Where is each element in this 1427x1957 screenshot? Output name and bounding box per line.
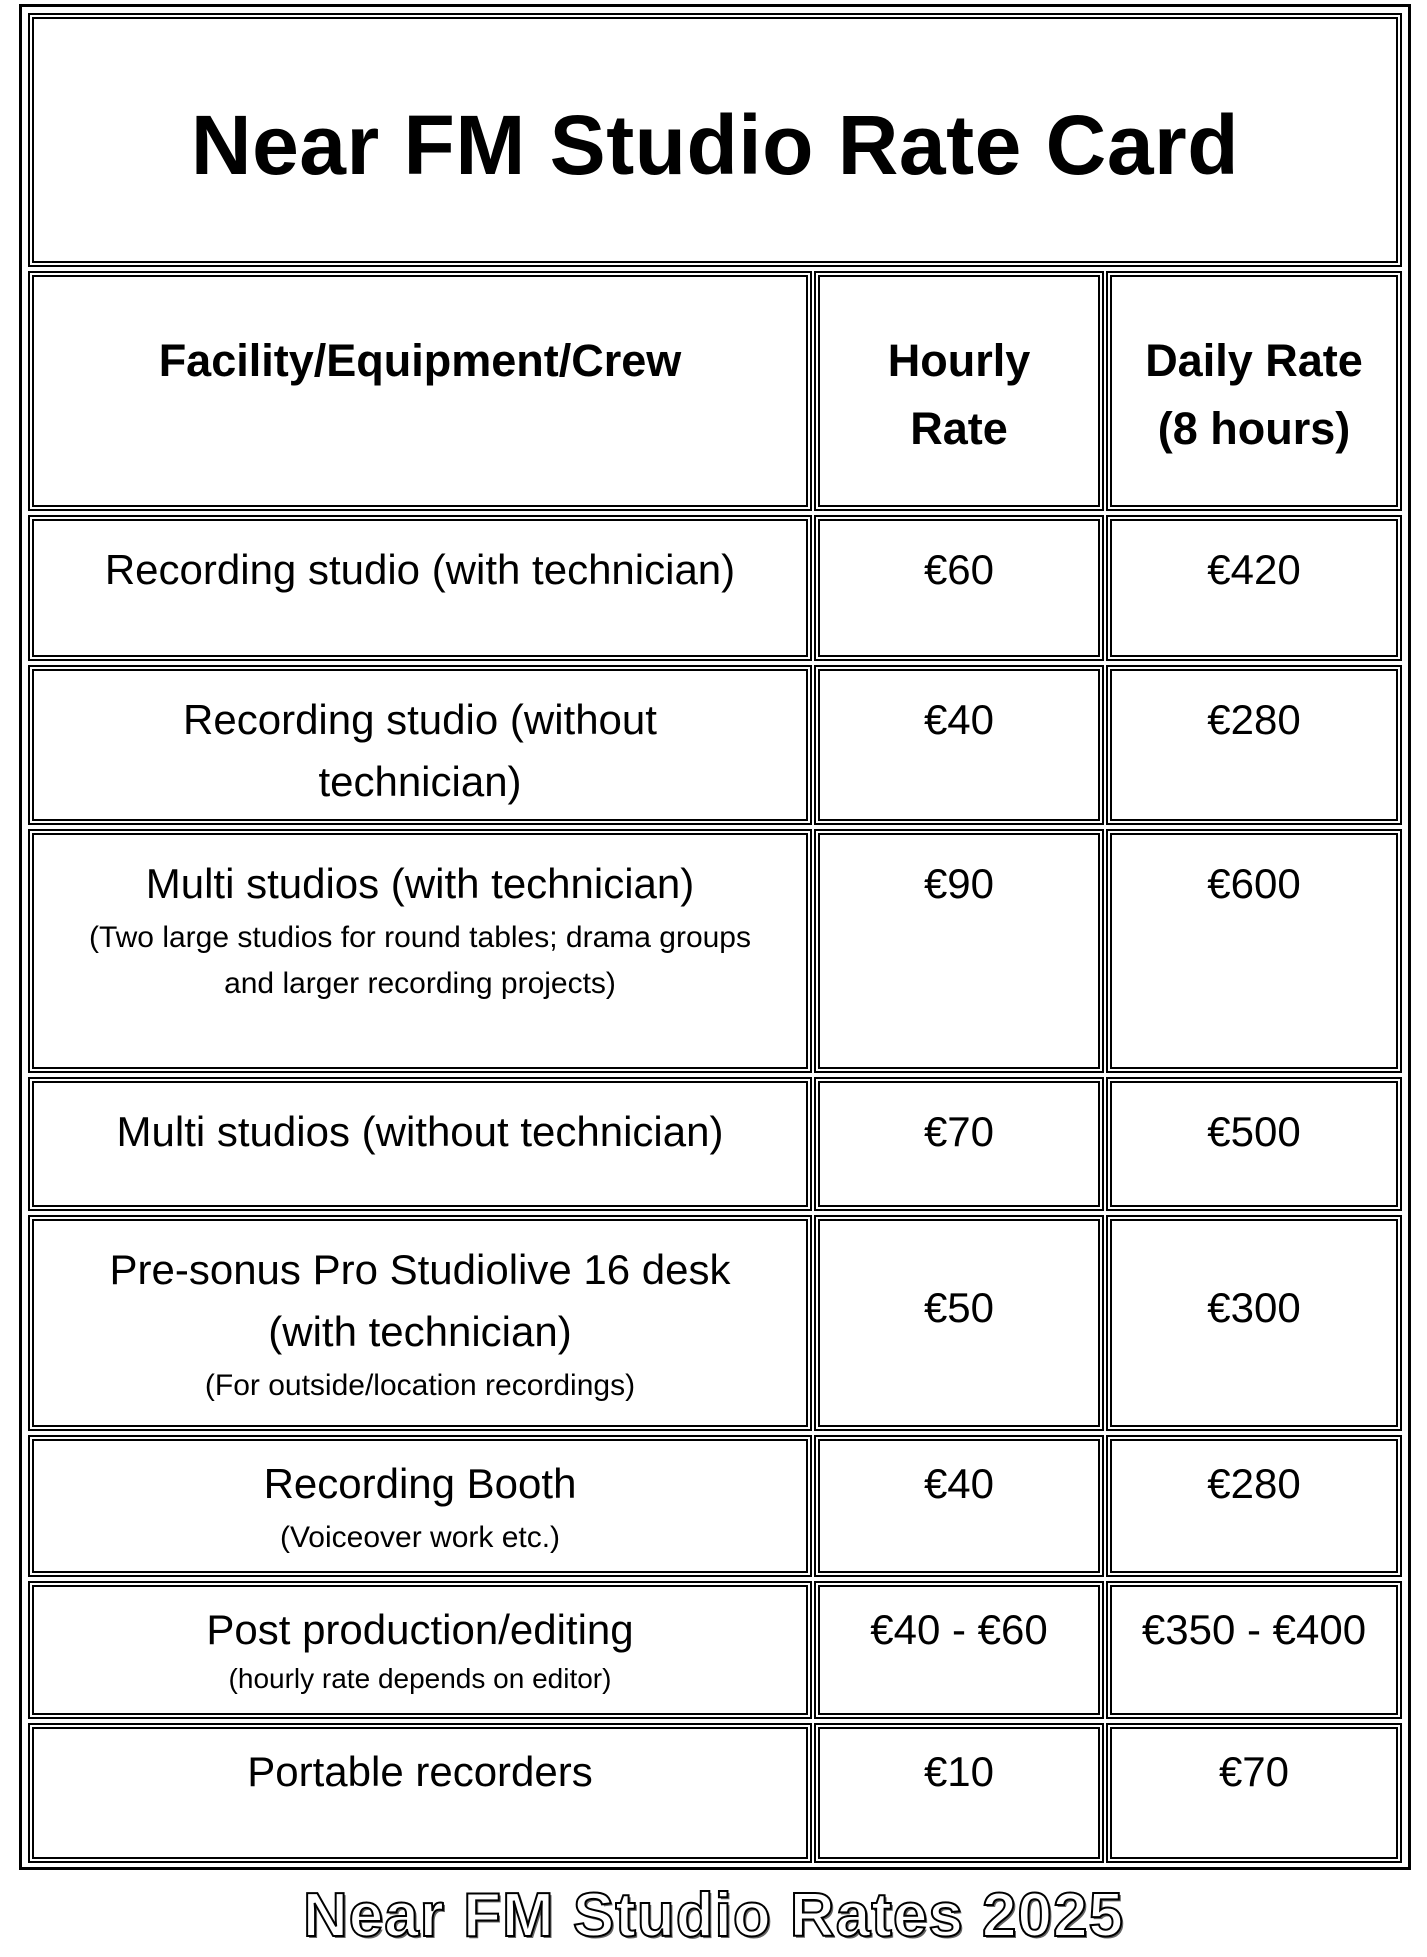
title-cell <box>28 13 1402 267</box>
header-facility-label: Facility/Equipment/Crew <box>158 335 682 386</box>
table-row-4-hourly <box>814 1077 1104 1211</box>
row-3-hourly-value: €90 <box>923 860 995 907</box>
page-title: Near FM Studio Rate Card <box>190 97 1240 192</box>
table-row-4-daily <box>1106 1077 1402 1211</box>
table-row-3-hourly <box>814 829 1104 1073</box>
row-6-daily-value: €280 <box>1207 1460 1301 1507</box>
row-8-main-text: Portable recorders <box>247 1748 593 1795</box>
header-hourly-line1: Hourly <box>887 335 1031 386</box>
row-1-daily-value: €420 <box>1207 546 1301 593</box>
table-row-7-facility <box>28 1581 812 1719</box>
header-daily <box>1106 271 1402 511</box>
row-7-hourly-value: €40 - €60 <box>870 1606 1048 1653</box>
row-4-hourly-value: €70 <box>923 1108 995 1155</box>
table-row-6-hourly <box>814 1435 1104 1577</box>
row-6-hourly-value: €40 <box>923 1460 995 1507</box>
row-3-main-text: Multi studios (with technician) <box>145 860 695 907</box>
row-5-main-text: Pre-sonus Pro Studiolive 16 desk (with technician) <box>109 1246 731 1355</box>
table-row-8-hourly <box>814 1723 1104 1863</box>
row-5-hourly-value: €50 <box>923 1284 995 1331</box>
footer-caption: Near FM Studio Rates 2025 <box>303 1881 1124 1950</box>
header-daily-line1: Daily Rate <box>1145 335 1363 386</box>
row-2-main-text: Recording studio (without technician) <box>183 696 657 805</box>
row-5-sub-text: (For outside/location recordings) <box>204 1369 636 1402</box>
row-2-daily-value: €280 <box>1207 696 1301 743</box>
table-row-1-daily <box>1106 515 1402 661</box>
header-hourly-line2: Rate <box>910 403 1008 454</box>
header-facility <box>28 271 812 511</box>
table-row-6-daily <box>1106 1435 1402 1577</box>
rate-card <box>19 4 1411 1870</box>
row-6-sub-text: (Voiceover work etc.) <box>279 1521 561 1554</box>
table-row-5-hourly <box>814 1215 1104 1431</box>
table-row-5-daily <box>1106 1215 1402 1431</box>
row-8-hourly-value: €10 <box>923 1748 995 1795</box>
table-row-3-daily <box>1106 829 1402 1073</box>
header-hourly <box>814 271 1104 511</box>
row-3-daily-value: €600 <box>1207 860 1301 907</box>
row-6-main-text: Recording Booth <box>263 1460 577 1507</box>
row-7-daily-value: €350 - €400 <box>1141 1606 1367 1653</box>
row-3-sub-text: (Two large studios for round tables; drama groups and larger recording projects) <box>88 921 751 1000</box>
row-8-daily-value: €70 <box>1218 1748 1290 1795</box>
table-row-1-hourly <box>814 515 1104 661</box>
table-row-8-daily <box>1106 1723 1402 1863</box>
table-row-7-daily <box>1106 1581 1402 1719</box>
table-row-2-facility <box>28 665 812 825</box>
row-1-main-text: Recording studio (with technician) <box>104 546 736 593</box>
table-row-5-facility <box>28 1215 812 1431</box>
row-7-main-text: Post production/editing <box>206 1606 634 1653</box>
row-5-daily-value: €300 <box>1207 1284 1301 1331</box>
table-row-1-facility <box>28 515 812 661</box>
row-4-daily-value: €500 <box>1207 1108 1301 1155</box>
row-2-hourly-value: €40 <box>923 696 995 743</box>
table-row-6-facility <box>28 1435 812 1577</box>
table-row-8-facility <box>28 1723 812 1863</box>
header-daily-line2: (8 hours) <box>1157 403 1351 454</box>
table-row-2-hourly <box>814 665 1104 825</box>
table-row-2-daily <box>1106 665 1402 825</box>
row-7-sub-text: (hourly rate depends on editor) <box>228 1663 612 1694</box>
row-1-hourly-value: €60 <box>923 546 995 593</box>
row-4-main-text: Multi studios (without technician) <box>116 1108 724 1155</box>
table-row-3-facility <box>28 829 812 1073</box>
table-row-4-facility <box>28 1077 812 1211</box>
table-row-7-hourly <box>814 1581 1104 1719</box>
